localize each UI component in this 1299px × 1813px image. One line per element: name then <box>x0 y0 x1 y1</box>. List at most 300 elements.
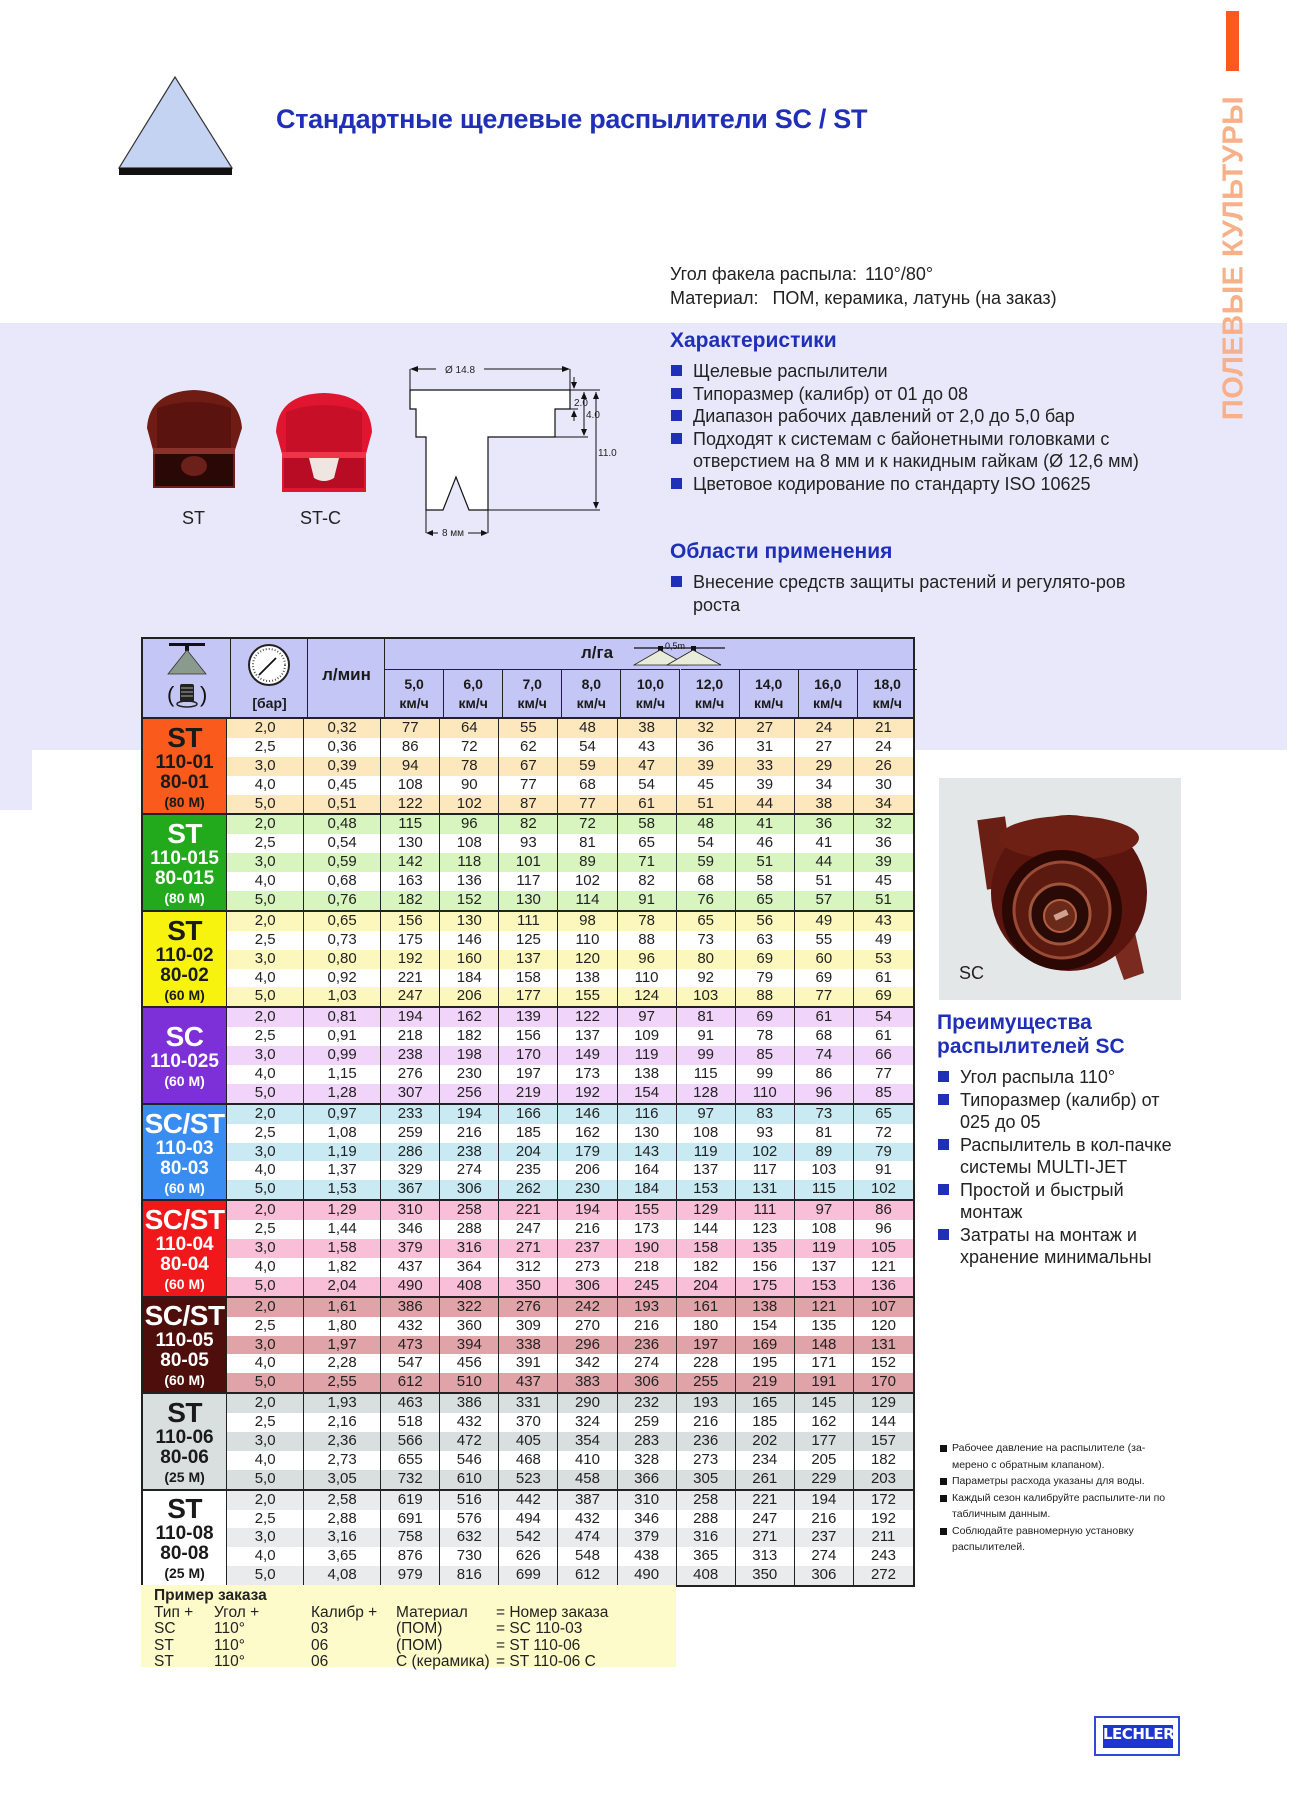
pressure-cell: 3,0 <box>227 757 304 776</box>
rate-cell: 143 <box>618 1143 677 1162</box>
side-accent-bar <box>1226 11 1239 71</box>
flow-cell: 2,55 <box>304 1373 381 1392</box>
table-row <box>227 1065 913 1084</box>
table-row <box>227 950 913 969</box>
rate-cell: 632 <box>440 1528 499 1547</box>
rate-cell: 194 <box>381 1008 440 1027</box>
rate-cell: 131 <box>736 1180 795 1199</box>
rate-cell: 408 <box>440 1277 499 1296</box>
nozzle-model: 110-02 <box>155 944 214 966</box>
rate-cell: 103 <box>677 987 736 1006</box>
rate-cell: 184 <box>440 969 499 988</box>
rate-cell: 274 <box>795 1547 854 1566</box>
rate-cell: 192 <box>558 1084 617 1103</box>
rate-cell: 236 <box>618 1336 677 1355</box>
rate-cell: 67 <box>499 757 558 776</box>
list-item: Затраты на монтаж и хранение минимальны <box>937 1224 1182 1269</box>
nozzle-column-header <box>143 639 231 717</box>
rate-cell: 77 <box>558 795 617 814</box>
rate-cell: 182 <box>677 1258 736 1277</box>
table-row <box>227 1258 913 1277</box>
rate-cell: 117 <box>736 1161 795 1180</box>
speed-value: 10,0 <box>636 676 665 692</box>
flow-cell: 0,92 <box>304 969 381 988</box>
nozzle-model: 110-06 <box>155 1426 214 1448</box>
flow-cell: 0,39 <box>304 757 381 776</box>
rate-cell: 21 <box>875 719 892 736</box>
pressure-cell: 2,5 <box>227 1027 304 1046</box>
rate-cell: 386 <box>440 1394 499 1413</box>
nozzle-model: 110-01 <box>155 751 214 773</box>
rate-cell: 610 <box>440 1470 499 1489</box>
rate-cell: 516 <box>440 1491 499 1510</box>
rate-cell: 54 <box>875 1008 892 1026</box>
rate-cell: 180 <box>677 1317 736 1336</box>
rate-cell: 77 <box>499 776 558 795</box>
rate-cell: 102 <box>558 872 617 891</box>
table-row <box>227 719 913 738</box>
flow-cell: 1,08 <box>304 1124 381 1143</box>
rate-cell: 68 <box>677 872 736 891</box>
rate-cell: 468 <box>499 1451 558 1470</box>
nozzle-type-label <box>143 1105 227 1199</box>
flow-cell: 1,28 <box>304 1084 381 1103</box>
rate-cell: 270 <box>558 1317 617 1336</box>
table-row <box>227 1220 913 1239</box>
rate-cell: 26 <box>875 756 892 774</box>
list-item: Диапазон рабочих давлений от 2,0 до 5,0 бар <box>670 405 1175 428</box>
nozzle-model: 110-03 <box>155 1137 214 1159</box>
rate-cell: 172 <box>870 1490 896 1508</box>
nozzle-model: 80-06 <box>160 1446 209 1468</box>
rate-cell: 218 <box>618 1258 677 1277</box>
rate-cell: 114 <box>558 891 617 910</box>
rate-cell: 30 <box>875 775 892 793</box>
rate-cell: 405 <box>499 1432 558 1451</box>
rate-cell: 78 <box>618 912 677 931</box>
rate-cell: 29 <box>795 757 854 776</box>
table-row <box>227 1008 913 1027</box>
rate-cell: 99 <box>677 1046 736 1065</box>
rate-cell: 108 <box>381 776 440 795</box>
rate-cell: 276 <box>381 1065 440 1084</box>
nozzle-type-label <box>143 719 227 813</box>
flow-cell: 1,80 <box>304 1317 381 1336</box>
rate-cell: 66 <box>875 1046 892 1064</box>
rate-cell: 259 <box>618 1413 677 1432</box>
pressure-cell: 4,0 <box>227 969 304 988</box>
rate-cell: 51 <box>677 795 736 814</box>
rate-cell: 82 <box>499 815 558 834</box>
sc-photo-box <box>939 778 1181 1000</box>
side-section-label: ПОЛЕВЫЕ КУЛЬТУРЫ <box>1217 95 1250 421</box>
table-row <box>227 891 913 910</box>
rate-cell: 34 <box>875 794 892 812</box>
rate-cell: 173 <box>558 1065 617 1084</box>
flow-cell: 1,44 <box>304 1220 381 1239</box>
nozzle-dimension-drawing <box>408 355 658 555</box>
rate-cell: 205 <box>795 1451 854 1470</box>
speed-column-header <box>562 669 621 717</box>
rate-cell: 490 <box>381 1277 440 1296</box>
rate-cell: 236 <box>677 1432 736 1451</box>
rate-cell: 463 <box>381 1394 440 1413</box>
rate-cell: 211 <box>871 1528 896 1546</box>
rate-cell: 31 <box>736 738 795 757</box>
order-cell: = SC 110-03 <box>496 1620 583 1637</box>
flow-cell: 3,65 <box>304 1547 381 1566</box>
table-row <box>227 987 913 1006</box>
rate-cell: 146 <box>558 1105 617 1124</box>
rate-cell: 221 <box>381 969 440 988</box>
order-cell: Материал <box>396 1603 468 1621</box>
rate-cell: 192 <box>381 950 440 969</box>
filter-mesh: (60 M) <box>164 1073 205 1090</box>
rate-cell: 144 <box>870 1413 896 1431</box>
order-cell: SC <box>154 1620 176 1637</box>
pressure-cell: 2,0 <box>227 1394 304 1413</box>
rate-cell: 149 <box>558 1046 617 1065</box>
rate-cell: 576 <box>440 1510 499 1529</box>
pressure-cell: 5,0 <box>227 1180 304 1199</box>
rate-cell: 61 <box>795 1008 854 1027</box>
flow-cell: 2,36 <box>304 1432 381 1451</box>
rate-cell: 274 <box>618 1354 677 1373</box>
pressure-gauge-icon <box>247 643 291 687</box>
rate-cell: 312 <box>499 1258 558 1277</box>
rate-cell: 271 <box>736 1528 795 1547</box>
rate-cell: 81 <box>677 1008 736 1027</box>
rate-cell: 32 <box>677 719 736 738</box>
speed-value: 6,0 <box>463 676 483 692</box>
rate-cell: 142 <box>381 853 440 872</box>
nozzle-model: 80-04 <box>160 1253 209 1275</box>
sc-nozzle-photo <box>974 798 1154 983</box>
rate-cell: 198 <box>440 1046 499 1065</box>
rate-cell: 119 <box>618 1046 677 1065</box>
list-item: Распылитель в кол-пачке системы MULTI-JET <box>937 1134 1182 1179</box>
rate-cell: 38 <box>795 795 854 814</box>
rate-cell: 102 <box>736 1143 795 1162</box>
rate-cell: 36 <box>795 815 854 834</box>
rate-cell: 39 <box>736 776 795 795</box>
rate-cell: 83 <box>736 1105 795 1124</box>
rate-cell: 108 <box>677 1124 736 1143</box>
rate-cell: 39 <box>677 757 736 776</box>
rate-cell: 346 <box>381 1220 440 1239</box>
pressure-cell: 4,0 <box>227 776 304 795</box>
table-row <box>227 1239 913 1258</box>
rate-cell: 65 <box>618 834 677 853</box>
pressure-cell: 3,0 <box>227 1432 304 1451</box>
speed-column-header <box>503 669 562 717</box>
flow-cell: 1,97 <box>304 1336 381 1355</box>
rate-cell: 175 <box>736 1277 795 1296</box>
rate-cell: 612 <box>381 1373 440 1392</box>
rate-cell: 73 <box>677 931 736 950</box>
rate-cell: 117 <box>499 872 558 891</box>
table-row <box>227 1451 913 1470</box>
rate-cell: 108 <box>440 834 499 853</box>
rate-cell: 410 <box>558 1451 617 1470</box>
rate-cell: 74 <box>795 1046 854 1065</box>
rate-cell: 99 <box>736 1065 795 1084</box>
order-row <box>154 1654 663 1671</box>
applications-list <box>670 571 1160 616</box>
rate-cell: 230 <box>440 1065 499 1084</box>
speed-value: 18,0 <box>873 676 901 692</box>
rate-cell: 288 <box>677 1510 736 1529</box>
rate-cell: 175 <box>381 931 440 950</box>
rate-cell: 111 <box>499 912 558 931</box>
rate-cell: 122 <box>558 1008 617 1027</box>
rate-cell: 182 <box>381 891 440 910</box>
nozzle-filter-icon <box>160 642 214 712</box>
pressure-cell: 4,0 <box>227 1161 304 1180</box>
order-example-title: Пример заказа <box>154 1587 267 1604</box>
pressure-cell: 2,0 <box>227 1105 304 1124</box>
rate-cell: 518 <box>381 1413 440 1432</box>
rate-cell: 154 <box>736 1317 795 1336</box>
rate-cell: 36 <box>875 834 892 852</box>
rate-cell: 41 <box>795 834 854 853</box>
rate-cell: 218 <box>381 1027 440 1046</box>
rate-cell: 116 <box>618 1105 677 1124</box>
pressure-cell: 2,5 <box>227 931 304 950</box>
rate-cell: 135 <box>736 1239 795 1258</box>
rate-cell: 144 <box>677 1220 736 1239</box>
rate-cell: 360 <box>440 1317 499 1336</box>
rate-cell: 350 <box>736 1566 795 1585</box>
table-row <box>227 1566 913 1585</box>
rate-cell: 979 <box>381 1566 440 1585</box>
table-row <box>227 776 913 795</box>
nozzle-model: 80-08 <box>160 1543 209 1565</box>
applications-title: Области применения <box>670 540 893 563</box>
pressure-cell: 2,5 <box>227 834 304 853</box>
rate-cell: 273 <box>677 1451 736 1470</box>
flow-cell: 1,03 <box>304 987 381 1006</box>
pressure-cell: 5,0 <box>227 987 304 1006</box>
nozzle-group <box>143 1394 913 1490</box>
rate-cell: 73 <box>795 1105 854 1124</box>
rate-cell: 193 <box>618 1298 677 1317</box>
rate-cell: 329 <box>381 1161 440 1180</box>
rate-cell: 316 <box>677 1528 736 1547</box>
rate-cell: 816 <box>440 1566 499 1585</box>
rate-cell: 255 <box>677 1373 736 1392</box>
rate-cell: 153 <box>795 1277 854 1296</box>
rate-cell: 229 <box>795 1470 854 1489</box>
spacing-label: 0,5m <box>665 641 686 651</box>
material-value: ПОМ, керамика, латунь (на заказ) <box>772 288 1057 308</box>
table-row <box>227 1277 913 1296</box>
rate-cell: 54 <box>677 834 736 853</box>
rate-cell: 97 <box>795 1201 854 1220</box>
nozzle-type-label <box>143 1298 227 1392</box>
pressure-cell: 2,0 <box>227 1491 304 1510</box>
order-cell: ST <box>154 1636 174 1654</box>
rate-cell: 306 <box>558 1277 617 1296</box>
rate-cell: 60 <box>795 950 854 969</box>
flow-cell: 4,08 <box>304 1566 381 1585</box>
rate-cell: 548 <box>558 1547 617 1566</box>
rate-cell: 38 <box>618 719 677 738</box>
filter-mesh: (60 M) <box>164 1275 205 1292</box>
flow-cell: 1,82 <box>304 1258 381 1277</box>
rate-cell: 97 <box>677 1105 736 1124</box>
rate-cell: 195 <box>736 1354 795 1373</box>
rate-cell: 82 <box>618 872 677 891</box>
rate-cell: 61 <box>618 795 677 814</box>
flow-cell: 3,05 <box>304 1470 381 1489</box>
speed-unit: км/ч <box>635 695 666 711</box>
rate-cell: 122 <box>381 795 440 814</box>
rate-cell: 51 <box>875 891 892 909</box>
flow-cell: 0,48 <box>304 815 381 834</box>
nozzle-type-label <box>143 912 227 1006</box>
flow-cell: 1,58 <box>304 1239 381 1258</box>
rate-cell: 204 <box>499 1143 558 1162</box>
table-row <box>227 1547 913 1566</box>
flow-cell: 0,91 <box>304 1027 381 1046</box>
rate-cell: 72 <box>558 815 617 834</box>
rate-cell: 115 <box>677 1065 736 1084</box>
rate-cell: 59 <box>677 853 736 872</box>
speed-unit: км/ч <box>517 695 547 711</box>
rate-cell: 124 <box>618 987 677 1006</box>
background-band-left <box>0 323 32 810</box>
rate-cell: 137 <box>677 1161 736 1180</box>
rate-cell: 24 <box>875 737 892 755</box>
rate-cell: 182 <box>440 1027 499 1046</box>
order-cell: 03 <box>311 1620 329 1637</box>
flow-column-header <box>308 639 385 717</box>
rate-cell: 379 <box>381 1239 440 1258</box>
st-c-photo-label: ST-C <box>300 508 342 528</box>
pressure-cell: 5,0 <box>227 1470 304 1489</box>
rate-cell: 89 <box>795 1143 854 1162</box>
rate-cell: 194 <box>795 1491 854 1510</box>
rate-cell: 699 <box>499 1566 558 1585</box>
rate-cell: 157 <box>870 1431 896 1449</box>
rate-cell: 164 <box>618 1161 677 1180</box>
speed-value: 7,0 <box>522 676 542 692</box>
rate-cell: 138 <box>736 1298 795 1317</box>
rate-cell: 103 <box>795 1161 854 1180</box>
rate-cell: 162 <box>795 1413 854 1432</box>
pressure-cell: 2,5 <box>227 1510 304 1529</box>
flow-cell: 1,37 <box>304 1161 381 1180</box>
rate-cell: 88 <box>618 931 677 950</box>
rate-cell: 310 <box>381 1201 440 1220</box>
rate-cell: 161 <box>677 1298 736 1317</box>
rate-cell: 626 <box>499 1547 558 1566</box>
flow-cell: 1,61 <box>304 1298 381 1317</box>
list-item: Каждый сезон калибруйте распылите-ли по табличным данным. <box>940 1490 1180 1523</box>
flow-cell: 0,65 <box>304 912 381 931</box>
rate-cell: 77 <box>795 987 854 1006</box>
rate-cell: 542 <box>499 1528 558 1547</box>
rate-cell: 328 <box>618 1451 677 1470</box>
dim-11-label: 11.0 <box>598 448 617 459</box>
rate-cell: 169 <box>736 1336 795 1355</box>
rate-cell: 43 <box>875 911 892 929</box>
rate-cell: 51 <box>736 853 795 872</box>
rate-cell: 108 <box>795 1220 854 1239</box>
rate-cell: 89 <box>558 853 617 872</box>
rate-cell: 109 <box>618 1027 677 1046</box>
rate-cell: 307 <box>381 1084 440 1103</box>
rate-cell: 94 <box>381 757 440 776</box>
flow-cell: 0,68 <box>304 872 381 891</box>
rate-cell: 216 <box>795 1510 854 1529</box>
rate-cell: 156 <box>736 1258 795 1277</box>
table-row <box>227 1084 913 1103</box>
st-photo-label: ST <box>182 508 206 528</box>
rate-cell: 125 <box>499 931 558 950</box>
rate-cell: 566 <box>381 1432 440 1451</box>
table-row <box>227 1354 913 1373</box>
nozzle-model: 80-015 <box>154 868 215 890</box>
flow-cell: 0,97 <box>304 1105 381 1124</box>
table-row <box>227 795 913 814</box>
filter-mesh: (25 M) <box>164 1565 205 1582</box>
table-row <box>227 1027 913 1046</box>
rate-cell: 370 <box>499 1413 558 1432</box>
rate-cell: 45 <box>875 872 892 890</box>
rate-cell: 24 <box>795 719 854 738</box>
nozzle-model: 110-025 <box>150 1051 219 1073</box>
rate-cell: 165 <box>736 1394 795 1413</box>
rate-cell: 138 <box>558 969 617 988</box>
table-body <box>143 719 913 1585</box>
order-cell: Калибр + <box>311 1603 378 1621</box>
rate-cell: 86 <box>875 1201 892 1219</box>
rate-cell: 123 <box>736 1220 795 1239</box>
table-row <box>227 1510 913 1529</box>
flow-cell: 0,59 <box>304 853 381 872</box>
rate-cell: 547 <box>381 1354 440 1373</box>
rate-cell: 472 <box>440 1432 499 1451</box>
list-item: Подходят к системам с байонетными головками с отверстием на 8 мм и к накидным гайкам (Ø 12,6 мм) <box>670 428 1175 473</box>
nozzle-type: SC/ST <box>144 1203 225 1235</box>
speed-value: 8,0 <box>581 676 602 692</box>
rate-cell: 386 <box>381 1298 440 1317</box>
rate-cell: 78 <box>736 1027 795 1046</box>
rate-cell: 546 <box>440 1451 499 1470</box>
rate-cell: 612 <box>558 1566 617 1585</box>
table-row <box>227 815 913 834</box>
rate-cell: 262 <box>499 1180 558 1199</box>
table-row <box>227 1413 913 1432</box>
order-cell: 110° <box>214 1653 245 1670</box>
flow-cell: 1,53 <box>304 1180 381 1199</box>
rate-cell: 43 <box>618 738 677 757</box>
rate-cell: 61 <box>875 1027 892 1045</box>
rate-cell: 261 <box>736 1470 795 1489</box>
rate-cell: 54 <box>618 776 677 795</box>
rate-cell: 85 <box>875 1083 892 1101</box>
characteristics-list <box>670 360 1175 495</box>
nozzle-type: ST <box>167 818 202 850</box>
nozzle-model: 80-03 <box>160 1157 209 1179</box>
rate-cell: 202 <box>736 1432 795 1451</box>
speed-value: 14,0 <box>755 676 783 692</box>
speed-value: 16,0 <box>814 676 842 692</box>
advantages-title-line2: распылителей SC <box>937 1035 1125 1058</box>
rate-cell: 53 <box>875 949 892 967</box>
